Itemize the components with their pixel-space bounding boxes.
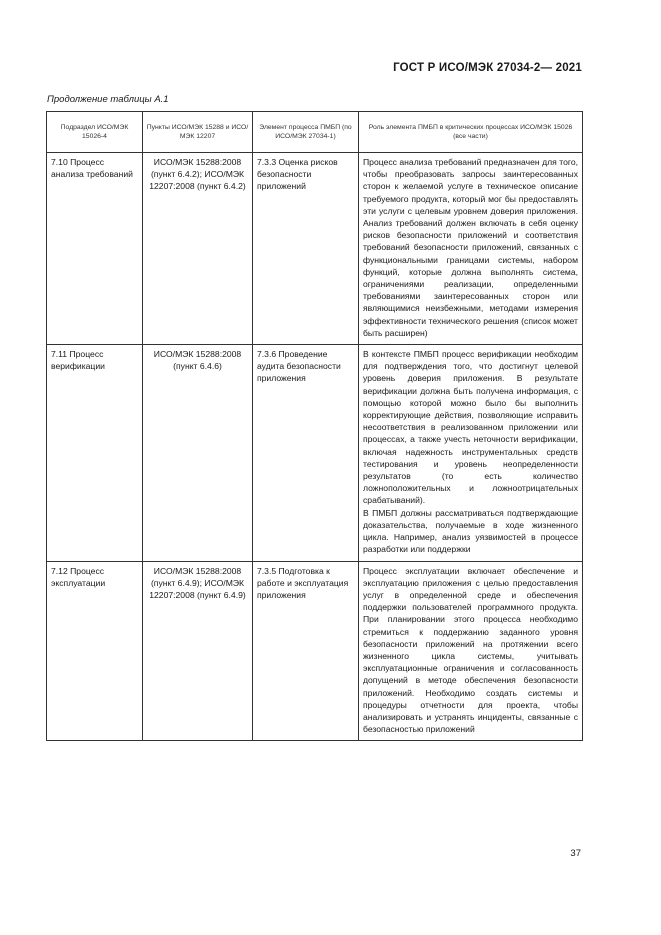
cell-role	[359, 345, 583, 561]
cell-element: 7.3.6 Проведение аудита безопасности приложения	[253, 345, 359, 561]
cell-clauses: ИСО/МЭК 15288:2008 (пункт 6.4.6)	[143, 345, 253, 561]
cell-role	[359, 153, 583, 345]
page-number: 37	[570, 848, 581, 859]
table-row	[47, 561, 583, 741]
table-continuation-label: Продолжение таблицы А.1	[47, 94, 169, 105]
table-row	[47, 345, 583, 561]
cell-clauses: ИСО/МЭК 15288:2008 (пункт 6.4.2); ИСО/МЭК 12207:2008 (пункт 6.4.2)	[143, 153, 253, 345]
cell-subsection: 7.10 Процесс анализа требований	[47, 153, 143, 345]
role-paragraph: Процесс анализа требований предназначен для того, чтобы преобразовать запросы заинтересованных сторон к желаемой услуге в техническое описание требуемого продукта, который мог бы предоставлять эти услуги с целевым уровнем доверия приложения. Анализ требований должен включать в себя оценку рисков безопасности приложений и соответствия требований безопасности приложений, связанных с функциональными границами системы, набором функций, которые должна выполнять система, ограничениями реализации, определенными требованиями заинтересованных сторон или являющимися неизбежными, методами измерения эффективности технического решения (список может быть расширен)	[363, 157, 578, 338]
table-header-row	[47, 112, 583, 153]
column-header-clauses: Пункты ИСО/МЭК 15288 и ИСО/МЭК 12207	[143, 112, 253, 153]
cell-role	[359, 561, 583, 741]
standard-code: ГОСТ Р ИСО/МЭК 27034-2— 2021	[393, 62, 582, 74]
role-paragraph: В ПМБП должны рассматриваться подтверждающие доказательства, получаемые в ходе жизненного цикла. Например, анализ уязвимостей в процессе разработки или поддержки	[363, 507, 578, 555]
cell-subsection: 7.12 Процесс эксплуатации	[47, 561, 143, 741]
role-paragraph: Процесс эксплуатации включает обеспечение и эксплуатацию приложения с целью предоставления услуг в определенной среде и обеспечения поддержки пользователей программного продукта. При планировании этого процесса необходимо стремиться к поддержанию заданного уровня безопасности приложений на протяжении всего жизненного цикла системы, учитывать эксплуатационные ограничения и согласованность допущений в методе обеспечения безопасности приложений. Необходимо создать системы и процедуры отчетности для проекта, чтобы анализировать и устранять инциденты, связанные с безопасностью приложений	[363, 565, 578, 735]
cell-clauses: ИСО/МЭК 15288:2008 (пункт 6.4.9); ИСО/МЭК 12207:2008 (пункт 6.4.9)	[143, 561, 253, 741]
cell-subsection: 7.11 Процесс верификации	[47, 345, 143, 561]
gost-table	[46, 111, 583, 741]
table-row	[47, 153, 583, 345]
column-header-element: Элемент процесса ПМБП (по ИСО/МЭК 27034-1)	[253, 112, 359, 153]
cell-element: 7.3.3 Оценка рисков безопасности приложений	[253, 153, 359, 345]
cell-element: 7.3.5 Подготовка к работе и эксплуатация приложения	[253, 561, 359, 741]
column-header-subsection: Подраздел ИСО/МЭК 15026-4	[47, 112, 143, 153]
role-paragraph: В контексте ПМБП процесс верификации необходим для подтверждения того, что достигнут целевой уровень доверия приложения. В результате верификации должна быть получена информация, с помощью которой можно было бы выполнить корректирующие действия, позволяющие исправить несоответствия в реализованном приложении или процессах, а также учесть неточности верификации, включая надежность инструментальных средств тестирования и уровень неопределенности результатов (то есть количество ложноположительных и ложноотрицательных срабатываний).	[363, 349, 578, 506]
column-header-role: Роль элемента ПМБП в критических процессах ИСО/МЭК 15026 (все части)	[359, 112, 583, 153]
